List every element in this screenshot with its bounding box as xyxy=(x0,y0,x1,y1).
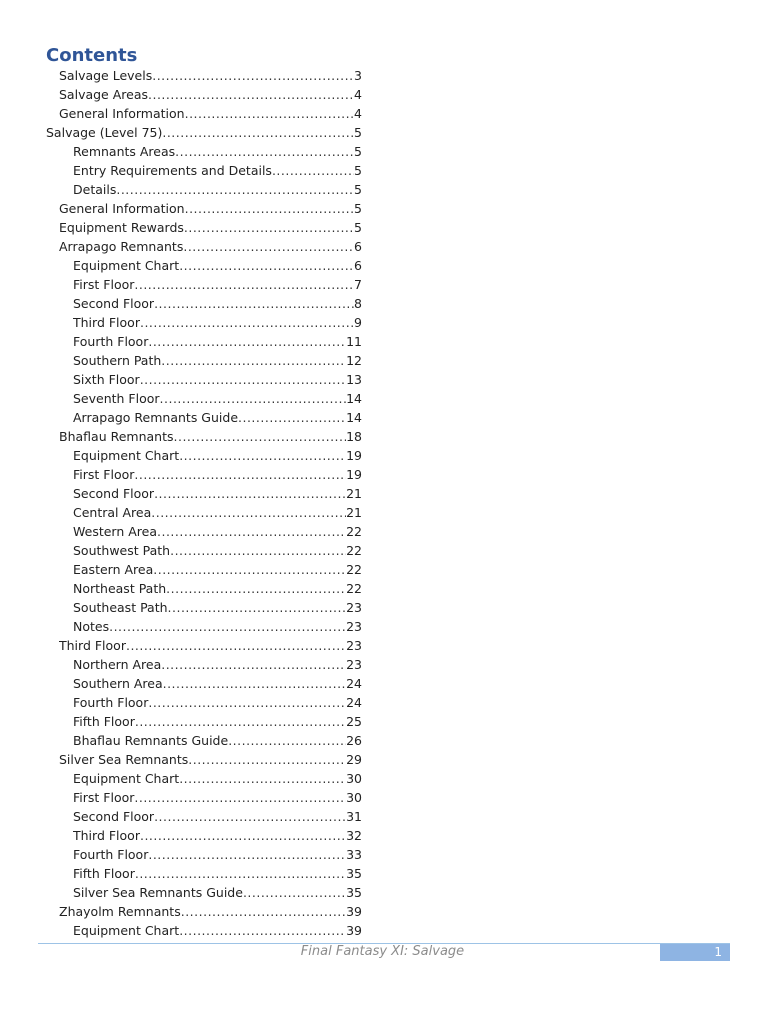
toc-entry[interactable] xyxy=(73,370,362,389)
toc-dot-leader xyxy=(134,465,346,484)
toc-entry-page: 14 xyxy=(346,391,362,406)
toc-dot-leader xyxy=(179,446,346,465)
toc-dot-leader xyxy=(272,161,354,180)
toc-entry-page: 19 xyxy=(346,448,362,463)
toc-entry[interactable] xyxy=(59,199,362,218)
toc-dot-leader xyxy=(162,123,354,142)
toc-entry[interactable] xyxy=(73,142,362,161)
toc-dot-leader xyxy=(152,66,354,85)
toc-entry[interactable] xyxy=(46,123,362,142)
toc-dot-leader xyxy=(135,864,346,883)
toc-entry[interactable] xyxy=(73,598,362,617)
toc-entry-page: 7 xyxy=(354,277,362,292)
toc-entry-title: Fifth Floor xyxy=(73,714,135,729)
toc-entry-title: Third Floor xyxy=(73,315,140,330)
toc-entry[interactable] xyxy=(73,617,362,636)
toc-entry-title: Salvage Areas xyxy=(59,87,149,102)
toc-entry-title: Equipment Chart xyxy=(73,923,180,938)
toc-dot-leader xyxy=(181,902,346,921)
toc-entry[interactable] xyxy=(73,275,362,294)
toc-entry[interactable] xyxy=(73,522,362,541)
toc-dot-leader xyxy=(151,503,346,522)
toc-entry-page: 5 xyxy=(354,220,362,235)
toc-entry-title: Fourth Floor xyxy=(73,334,149,349)
toc-entry-title: Second Floor xyxy=(73,809,155,824)
toc-entry-page: 14 xyxy=(346,410,362,425)
toc-dot-leader xyxy=(154,484,346,503)
toc-entry[interactable] xyxy=(73,807,362,826)
footer-page-number: 1 xyxy=(660,944,730,961)
toc-heading: Contents xyxy=(46,45,138,66)
toc-dot-leader xyxy=(175,142,354,161)
toc-entry[interactable] xyxy=(73,446,362,465)
toc-dot-leader xyxy=(179,769,346,788)
toc-entry-page: 24 xyxy=(346,676,362,691)
toc-entry-page: 9 xyxy=(354,315,362,330)
toc-dot-leader xyxy=(148,845,346,864)
toc-dot-leader xyxy=(148,693,346,712)
toc-entry-page: 23 xyxy=(346,600,362,615)
toc-entry[interactable] xyxy=(73,693,362,712)
toc-dot-leader xyxy=(157,522,346,541)
toc-entry[interactable] xyxy=(73,503,362,522)
toc-entry[interactable] xyxy=(73,408,362,427)
toc-entry-title: Fourth Floor xyxy=(73,695,149,710)
toc-dot-leader xyxy=(166,579,346,598)
toc-entry[interactable] xyxy=(73,256,362,275)
toc-dot-leader xyxy=(154,294,354,313)
toc-entry-page: 21 xyxy=(346,486,362,501)
toc-dot-leader xyxy=(134,788,346,807)
toc-entry[interactable] xyxy=(73,655,362,674)
toc-entry-page: 31 xyxy=(346,809,362,824)
toc-entry[interactable] xyxy=(73,465,362,484)
toc-entry-title: Southern Path xyxy=(73,353,162,368)
toc-entry-page: 23 xyxy=(346,638,362,653)
toc-dot-leader xyxy=(243,883,346,902)
toc-entry[interactable] xyxy=(73,180,362,199)
toc-dot-leader xyxy=(168,598,347,617)
toc-entry-title: Southern Area xyxy=(73,676,163,691)
toc-entry-title: Equipment Chart xyxy=(73,448,180,463)
toc-entry-title: Third Floor xyxy=(73,828,140,843)
toc-entry-page: 29 xyxy=(346,752,362,767)
toc-entry-page: 5 xyxy=(354,144,362,159)
toc-entry-page: 22 xyxy=(346,562,362,577)
toc-dot-leader xyxy=(185,104,354,123)
toc-entry-page: 18 xyxy=(346,429,362,444)
toc-entry-title: First Floor xyxy=(73,467,135,482)
toc-dot-leader xyxy=(179,256,354,275)
toc-entry-title: Equipment Chart xyxy=(73,258,180,273)
toc-entry-page: 26 xyxy=(346,733,362,748)
toc-entry-page: 11 xyxy=(346,334,362,349)
toc-dot-leader xyxy=(179,921,346,940)
toc-entry[interactable] xyxy=(59,66,362,85)
toc-entry[interactable] xyxy=(59,85,362,104)
toc-entry-page: 6 xyxy=(354,239,362,254)
toc-entry-page: 5 xyxy=(354,163,362,178)
toc-entry[interactable] xyxy=(59,104,362,123)
toc-dot-leader xyxy=(161,351,346,370)
toc-dot-leader xyxy=(140,826,346,845)
toc-entry-page: 24 xyxy=(346,695,362,710)
toc-entry-title: Equipment Rewards xyxy=(59,220,184,235)
toc-dot-leader xyxy=(161,655,346,674)
toc-entry-page: 4 xyxy=(354,87,362,102)
toc-entry-title: Sixth Floor xyxy=(73,372,140,387)
toc-entry-page: 5 xyxy=(354,125,362,140)
toc-entry-title: Second Floor xyxy=(73,296,155,311)
toc-entry-page: 22 xyxy=(346,543,362,558)
toc-dot-leader xyxy=(126,636,346,655)
toc-entry-page: 30 xyxy=(346,790,362,805)
toc-dot-leader xyxy=(140,370,346,389)
toc-entry-title: Western Area xyxy=(73,524,158,539)
toc-entry-title: First Floor xyxy=(73,277,135,292)
toc-dot-leader xyxy=(184,218,354,237)
toc-entry[interactable] xyxy=(73,731,362,750)
toc-entry-page: 33 xyxy=(346,847,362,862)
toc-entry[interactable] xyxy=(73,332,362,351)
toc-entry-title: Southwest Path xyxy=(73,543,171,558)
toc-entry[interactable] xyxy=(73,712,362,731)
toc-entry[interactable] xyxy=(73,313,362,332)
footer-title: Final Fantasy XI: Salvage xyxy=(300,944,465,959)
toc-entry-title: Second Floor xyxy=(73,486,155,501)
toc-entry[interactable] xyxy=(59,237,362,256)
toc-entry-title: Bhaflau Remnants xyxy=(59,429,174,444)
toc-dot-leader xyxy=(228,731,346,750)
toc-entry[interactable] xyxy=(73,351,362,370)
toc-dot-leader xyxy=(185,199,354,218)
toc-entry[interactable] xyxy=(59,636,362,655)
toc-entry-page: 4 xyxy=(354,106,362,121)
toc-entry-title: Remnants Areas xyxy=(73,144,176,159)
toc-entry-title: Salvage (Level 75) xyxy=(46,125,163,140)
toc-entry-title: Equipment Chart xyxy=(73,771,180,786)
toc-entry[interactable] xyxy=(73,674,362,693)
toc-dot-leader xyxy=(116,180,354,199)
toc-entry[interactable] xyxy=(73,294,362,313)
toc-entry-page: 22 xyxy=(346,581,362,596)
toc-entry[interactable] xyxy=(73,788,362,807)
toc-entry-page: 5 xyxy=(354,201,362,216)
toc-entry-page: 19 xyxy=(346,467,362,482)
toc-entry-page: 5 xyxy=(354,182,362,197)
toc-dot-leader xyxy=(109,617,346,636)
toc-dot-leader xyxy=(183,237,354,256)
toc-entry-page: 12 xyxy=(346,353,362,368)
toc-entry[interactable] xyxy=(59,902,362,921)
toc-entry-title: Third Floor xyxy=(59,638,126,653)
toc-entry-title: Fifth Floor xyxy=(73,866,135,881)
toc-entry[interactable] xyxy=(59,218,362,237)
toc-entry-page: 13 xyxy=(346,372,362,387)
toc-entry[interactable] xyxy=(73,769,362,788)
toc-entry[interactable] xyxy=(73,864,362,883)
toc-entry-title: Silver Sea Remnants Guide xyxy=(73,885,243,900)
toc-entry[interactable] xyxy=(73,883,362,902)
toc-entry-page: 35 xyxy=(346,866,362,881)
toc-entry-title: Silver Sea Remnants xyxy=(59,752,189,767)
toc-entry-title: Seventh Floor xyxy=(73,391,160,406)
toc-dot-leader xyxy=(238,408,346,427)
toc-entry-title: General Information xyxy=(59,201,185,216)
toc-entry[interactable] xyxy=(73,161,362,180)
toc-entry-page: 23 xyxy=(346,657,362,672)
toc-entry-page: 39 xyxy=(346,904,362,919)
toc-entry-title: Fourth Floor xyxy=(73,847,149,862)
toc-entry-title: First Floor xyxy=(73,790,135,805)
toc-entry-title: Southeast Path xyxy=(73,600,168,615)
toc-entry[interactable] xyxy=(59,427,362,446)
toc-dot-leader xyxy=(154,807,346,826)
toc-dot-leader xyxy=(153,560,346,579)
toc-entry-title: Notes xyxy=(73,619,110,634)
toc-dot-leader xyxy=(135,712,346,731)
toc-entry-title: Details xyxy=(73,182,117,197)
toc-entry-title: Zhayolm Remnants xyxy=(59,904,181,919)
toc-entry-title: Eastern Area xyxy=(73,562,154,577)
toc-dot-leader xyxy=(134,275,354,294)
toc-dot-leader xyxy=(148,332,346,351)
toc-entry[interactable] xyxy=(73,579,362,598)
toc-entry-page: 21 xyxy=(346,505,362,520)
toc-entry[interactable] xyxy=(73,560,362,579)
toc-dot-leader xyxy=(163,674,346,693)
toc-dot-leader xyxy=(140,313,354,332)
toc-entry-page: 35 xyxy=(346,885,362,900)
toc-entry[interactable] xyxy=(73,389,362,408)
toc-entry[interactable] xyxy=(73,921,362,940)
toc-entry-title: Northeast Path xyxy=(73,581,167,596)
toc-entry[interactable] xyxy=(73,845,362,864)
toc-entry-page: 6 xyxy=(354,258,362,273)
toc-entry-page: 8 xyxy=(354,296,362,311)
toc-entry-title: Bhaflau Remnants Guide xyxy=(73,733,229,748)
toc-entry-title: Arrapago Remnants xyxy=(59,239,184,254)
toc-entry[interactable] xyxy=(73,541,362,560)
toc-entry-title: Central Area xyxy=(73,505,152,520)
toc-entry-title: Northern Area xyxy=(73,657,162,672)
toc-entry-page: 39 xyxy=(346,923,362,938)
toc-entry[interactable] xyxy=(59,750,362,769)
toc-entry[interactable] xyxy=(73,484,362,503)
toc-dot-leader xyxy=(170,541,346,560)
toc-dot-leader xyxy=(188,750,346,769)
toc-entry-title: General Information xyxy=(59,106,185,121)
toc-entry[interactable] xyxy=(73,826,362,845)
toc-dot-leader xyxy=(174,427,347,446)
toc-dot-leader xyxy=(148,85,354,104)
toc-dot-leader xyxy=(160,389,347,408)
toc-entry-page: 22 xyxy=(346,524,362,539)
toc-entry-page: 3 xyxy=(354,68,362,83)
toc-entry-page: 23 xyxy=(346,619,362,634)
toc-entry-title: Salvage Levels xyxy=(59,68,153,83)
toc-entry-title: Entry Requirements and Details xyxy=(73,163,272,178)
toc-entry-page: 30 xyxy=(346,771,362,786)
toc-entry-page: 32 xyxy=(346,828,362,843)
toc-entry-page: 25 xyxy=(346,714,362,729)
toc-entry-title: Arrapago Remnants Guide xyxy=(73,410,239,425)
